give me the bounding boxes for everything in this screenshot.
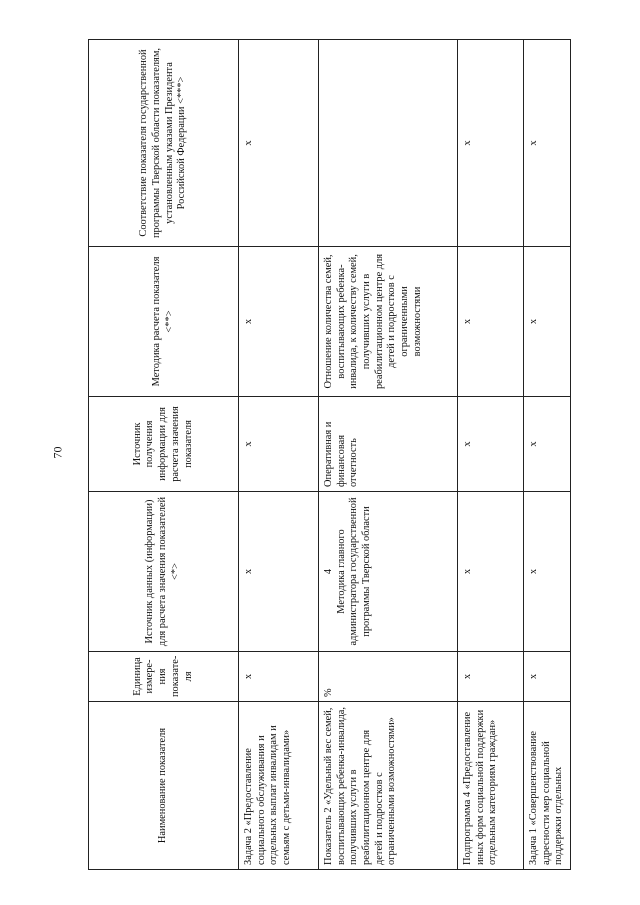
cell-indicator-name: Подпрограмма 4 «Предоставление иных форм социальной поддержки отдельным категориям граждан» <box>458 702 524 870</box>
table-header-row <box>89 40 239 870</box>
cell-compliance: х <box>239 40 319 247</box>
indicators-table <box>88 39 571 870</box>
rotated-table-container <box>88 40 565 870</box>
cell-unit: х <box>524 652 571 702</box>
data-source-text: Методика главного администратора государственной программы Тверской области <box>335 497 373 646</box>
cell-info-source: х <box>239 397 319 492</box>
page-number: 70 <box>50 446 65 459</box>
cell-data-source: х <box>458 492 524 652</box>
header-data-source: Источник данных (информации) для расчета значения показателей <*> <box>89 492 239 652</box>
cell-info-source: х <box>524 397 571 492</box>
header-method: Методика расчета показателя <**> <box>89 247 239 397</box>
table-row <box>458 40 524 870</box>
table-row <box>524 40 571 870</box>
data-source-code: 4 <box>323 568 334 575</box>
cell-compliance: х <box>524 40 571 247</box>
cell-method: х <box>458 247 524 397</box>
table-row <box>319 40 458 870</box>
header-compliance: Соответствие показателя государственной программы Тверской области показателям, установленным указами Президента Российской Федерации <***> <box>89 40 239 247</box>
cell-compliance: х <box>458 40 524 247</box>
cell-unit: х <box>239 652 319 702</box>
cell-unit: % <box>319 652 458 702</box>
header-unit: Единица измере-ния показате-ля <box>89 652 239 702</box>
cell-indicator-name: Задача 1 «Совершенствование адресности мер социальной поддержки отдельных <box>524 702 571 870</box>
cell-unit: х <box>458 652 524 702</box>
cell-data-source <box>319 492 458 652</box>
cell-method: х <box>239 247 319 397</box>
table-row <box>239 40 319 870</box>
header-info-source: Источник получения информации для расчета значения показателя <box>89 397 239 492</box>
cell-info-source: х <box>458 397 524 492</box>
cell-method: Отношение количества семей, воспитывающих ребенка-инвалида, к количеству семей, получивших услуги в реабилитационном центре для детей и подростков с ограниченными возможностями <box>319 247 458 397</box>
cell-indicator-name: Показатель 2 «Удельный вес семей, воспитывающих ребенка-инвалида, получивших услуги в реабилитационном центре для детей и подростков с ограниченными возможностями» <box>319 702 458 870</box>
cell-indicator-name: Задача 2 «Предоставление социального обслуживания и отдельных выплат инвалидам и семьям с детьми-инвалидами» <box>239 702 319 870</box>
cell-method: х <box>524 247 571 397</box>
cell-data-source: х <box>239 492 319 652</box>
cell-compliance <box>319 40 458 247</box>
cell-info-source: Оперативная и финансовая отчетность <box>319 397 458 492</box>
cell-data-source: х <box>524 492 571 652</box>
header-indicator-name: Наименование показателя <box>89 702 239 870</box>
